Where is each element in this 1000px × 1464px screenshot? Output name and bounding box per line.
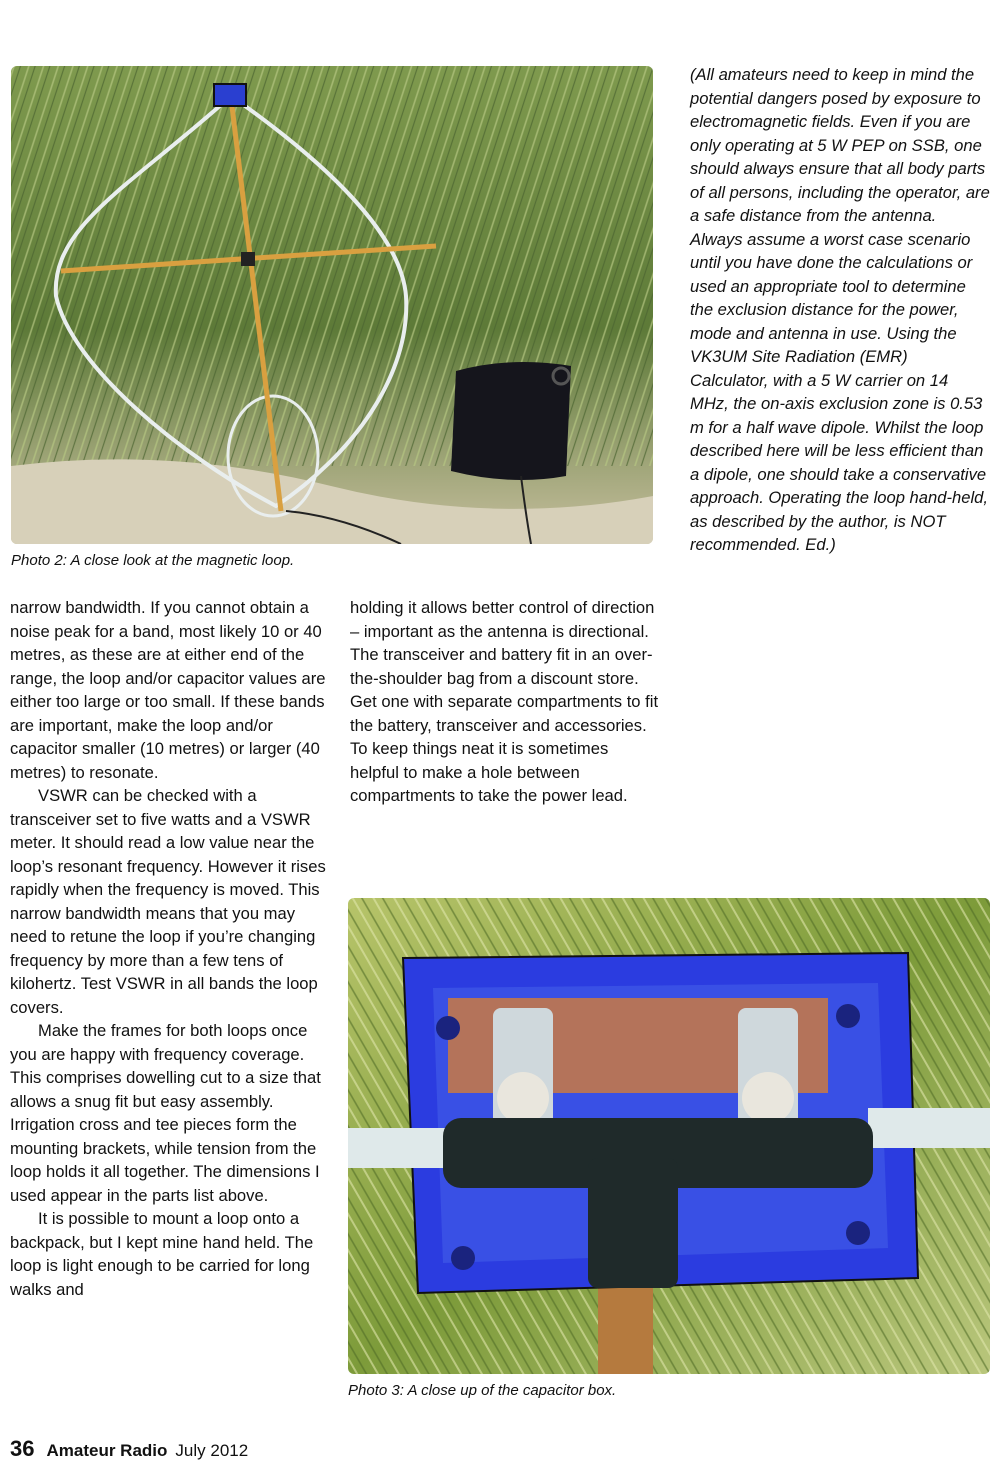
photo-capacitor-box <box>348 898 990 1374</box>
paragraph: It is possible to mount a loop onto a backpack, but I kept mine hand held. The loop is light enough to be carried for long walks and <box>10 1209 314 1299</box>
photo2-caption: Photo 2: A close look at the magnetic loop. <box>11 552 295 569</box>
page-footer <box>10 1436 248 1462</box>
editor-note: (All amateurs need to keep in mind the potential dangers posed by exposure to electromagnetic fields. Even if you are only operating at 5 W PEP on SSB, one should always ensure that all body parts of all persons, including the operator, are a safe distance from the antenna. Always assume a worst case scenario until you have done the calculations or used an appropriate tool to determine the exclusion distance for the power, mode and antenna in use. Using the VK3UM Site Radiation (EMR) Calculator, with a 5 W carrier on 14 MHz, the on-axis exclusion zone is 0.53 m for a half wave dipole. Whilst the loop described here will be less efficient than a dipole, one should take a conservative approach. Operating the loop hand-held, as described by the author, is NOT recommended. Ed.) <box>690 65 990 554</box>
body-column-1 <box>10 596 330 1301</box>
paragraph: holding it allows better control of direction – important as the antenna is directional. The transceiver and battery fit in an over-the-shoulder bag from a discount store. Get one with separate compartments to fit the battery, transceiver and accessories. To keep things neat it is sometimes helpful to make a hole between compartments to take the power lead. <box>350 598 659 805</box>
photo3-caption: Photo 3: A close up of the capacitor box. <box>348 1382 617 1399</box>
magazine-name: Amateur Radio <box>46 1441 168 1460</box>
paragraph: VSWR can be checked with a transceiver set to five watts and a VSWR meter. It should read a low value near the loop’s resonant frequency. However it rises rapidly when the frequency is moved. This narrow bandwidth means that you may need to retune the loop if you’re changing frequency by more than a few tens of kilohertz. Test VSWR in all bands the loop covers. <box>10 786 326 1017</box>
body-column-2 <box>350 596 660 808</box>
paragraph: narrow bandwidth. If you cannot obtain a noise peak for a band, most likely 10 or 40 metres, as these are at either end of the range, the loop and/or capacitor values are either too large or too small. If these bands are important, make the loop and/or capacitor smaller (10 metres) or larger (40 metres) to resonate. <box>10 598 326 782</box>
page-number: 36 <box>10 1436 35 1461</box>
paragraph: Make the frames for both loops once you are happy with frequency coverage. This comprises dowelling cut to a size that allows a snug fit but easy assembly. Irrigation cross and tee pieces form the mounting brackets, while tension from the loop holds it all together. The dimensions I used appear in the parts list above. <box>10 1021 321 1205</box>
photo-magnetic-loop <box>11 66 653 544</box>
issue-date: July 2012 <box>175 1441 249 1460</box>
